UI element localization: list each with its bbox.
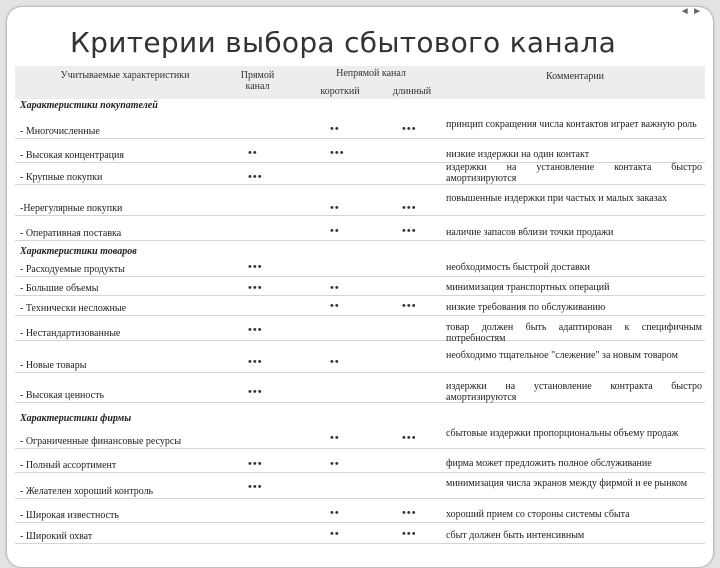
row-comment: издержки на установление контракта быстро амортизируются — [446, 381, 702, 403]
rating-short: •• — [330, 123, 340, 135]
row-label: - Высокая ценность — [20, 390, 105, 401]
row-divider — [15, 240, 705, 241]
row-label: - Большие объемы — [20, 283, 99, 294]
row-label: -Нерегулярные покупки — [20, 203, 123, 214]
slide-nav-icon[interactable]: ◄ ► — [679, 6, 702, 17]
rating-direct: ••• — [248, 261, 263, 273]
row-divider — [15, 372, 705, 373]
rating-direct: •• — [248, 147, 258, 159]
row-label: - Нестандартизованные — [20, 328, 121, 339]
row-comment: минимизация транспортных операций — [446, 282, 610, 293]
slide-title: Критерии выбора сбытового канала — [70, 26, 617, 59]
row-comment: низкие издержки на один контакт — [446, 149, 590, 160]
row-label: - Полный ассортимент — [20, 460, 117, 471]
row-label: - Технически несложные — [20, 303, 127, 314]
row-divider — [15, 498, 705, 499]
header-long: длинный — [392, 86, 432, 97]
rating-long: ••• — [402, 202, 417, 214]
row-divider — [15, 543, 705, 544]
row-label: - Новые товары — [20, 360, 87, 371]
row-comment: фирма может предложить полное обслуживание — [446, 458, 652, 469]
rating-long: ••• — [402, 123, 417, 135]
rating-short: •• — [330, 202, 340, 214]
section-firm: Характеристики фирмы — [20, 413, 132, 424]
row-label: - Расходуемые продукты — [20, 264, 125, 275]
rating-short: ••• — [330, 147, 345, 159]
rating-direct: ••• — [248, 458, 263, 470]
row-divider — [15, 215, 705, 216]
row-label: - Желателен хороший контроль — [20, 486, 154, 497]
row-comment: необходимость быстрой доставки — [446, 262, 590, 273]
row-comment: принцип сокращения числа контактов играет важную роль — [446, 119, 697, 130]
row-divider — [15, 138, 705, 139]
row-label: - Ограниченные финансовые ресурсы — [20, 436, 182, 447]
row-divider — [15, 276, 705, 277]
rating-direct: ••• — [248, 386, 263, 398]
row-label: - Многочисленные — [20, 126, 100, 137]
row-divider — [15, 315, 705, 316]
rating-short: •• — [330, 300, 340, 312]
header-short: короткий — [320, 86, 360, 97]
row-comment: сбытовые издержки пропорциональны объему продаж — [446, 428, 679, 439]
rating-short: •• — [330, 458, 340, 470]
row-comment: минимизация числа экранов между фирмой и ее рынком — [446, 478, 688, 489]
row-comment: низкие требования по обслуживанию — [446, 302, 606, 313]
rating-short: •• — [330, 356, 340, 368]
row-comment: наличие запасов вблизи точки продажи — [446, 227, 614, 238]
row-comment: повышенные издержки при частых и малых заказах — [446, 193, 668, 204]
header-factors: Учитываемые характеристики — [60, 70, 190, 81]
rating-long: ••• — [402, 528, 417, 540]
rating-long: ••• — [402, 432, 417, 444]
rating-direct: ••• — [248, 481, 263, 493]
rating-short: •• — [330, 225, 340, 237]
row-label: - Крупные покупки — [20, 172, 103, 183]
rating-short: •• — [330, 282, 340, 294]
row-label: - Оперативная поставка — [20, 228, 122, 239]
row-comment: необходимо тщательное "слежение" за новым товаром — [446, 350, 678, 361]
row-divider — [15, 295, 705, 296]
row-divider — [15, 448, 705, 449]
section-products: Характеристики товаров — [20, 246, 137, 257]
row-comment: издержки на установление контакта быстро амортизируются — [446, 162, 702, 184]
header-indirect: Непрямой канал — [336, 68, 406, 79]
rating-short: •• — [330, 528, 340, 540]
section-buyers: Характеристики покупателей — [20, 100, 158, 111]
row-label: - Широкая известность — [20, 510, 119, 521]
header-comments: Комментарии — [545, 71, 605, 82]
row-label: - Высокая концентрация — [20, 150, 124, 161]
row-divider — [15, 472, 705, 473]
row-comment: сбыт должен быть интенсивным — [446, 530, 585, 541]
rating-direct: ••• — [248, 282, 263, 294]
rating-short: •• — [330, 432, 340, 444]
row-divider — [15, 184, 705, 185]
rating-direct: ••• — [248, 324, 263, 336]
row-comment: товар должен быть адаптирован к специфичным потребностям — [446, 322, 702, 344]
rating-direct: ••• — [248, 171, 263, 183]
rating-long: ••• — [402, 507, 417, 519]
rating-direct: ••• — [248, 356, 263, 368]
row-divider — [15, 522, 705, 523]
rating-short: •• — [330, 507, 340, 519]
header-direct: Прямой канал — [240, 70, 275, 92]
rating-long: ••• — [402, 300, 417, 312]
row-label: - Широкий охват — [20, 531, 93, 542]
rating-long: ••• — [402, 225, 417, 237]
row-comment: хороший прием со стороны системы сбыта — [446, 509, 630, 520]
